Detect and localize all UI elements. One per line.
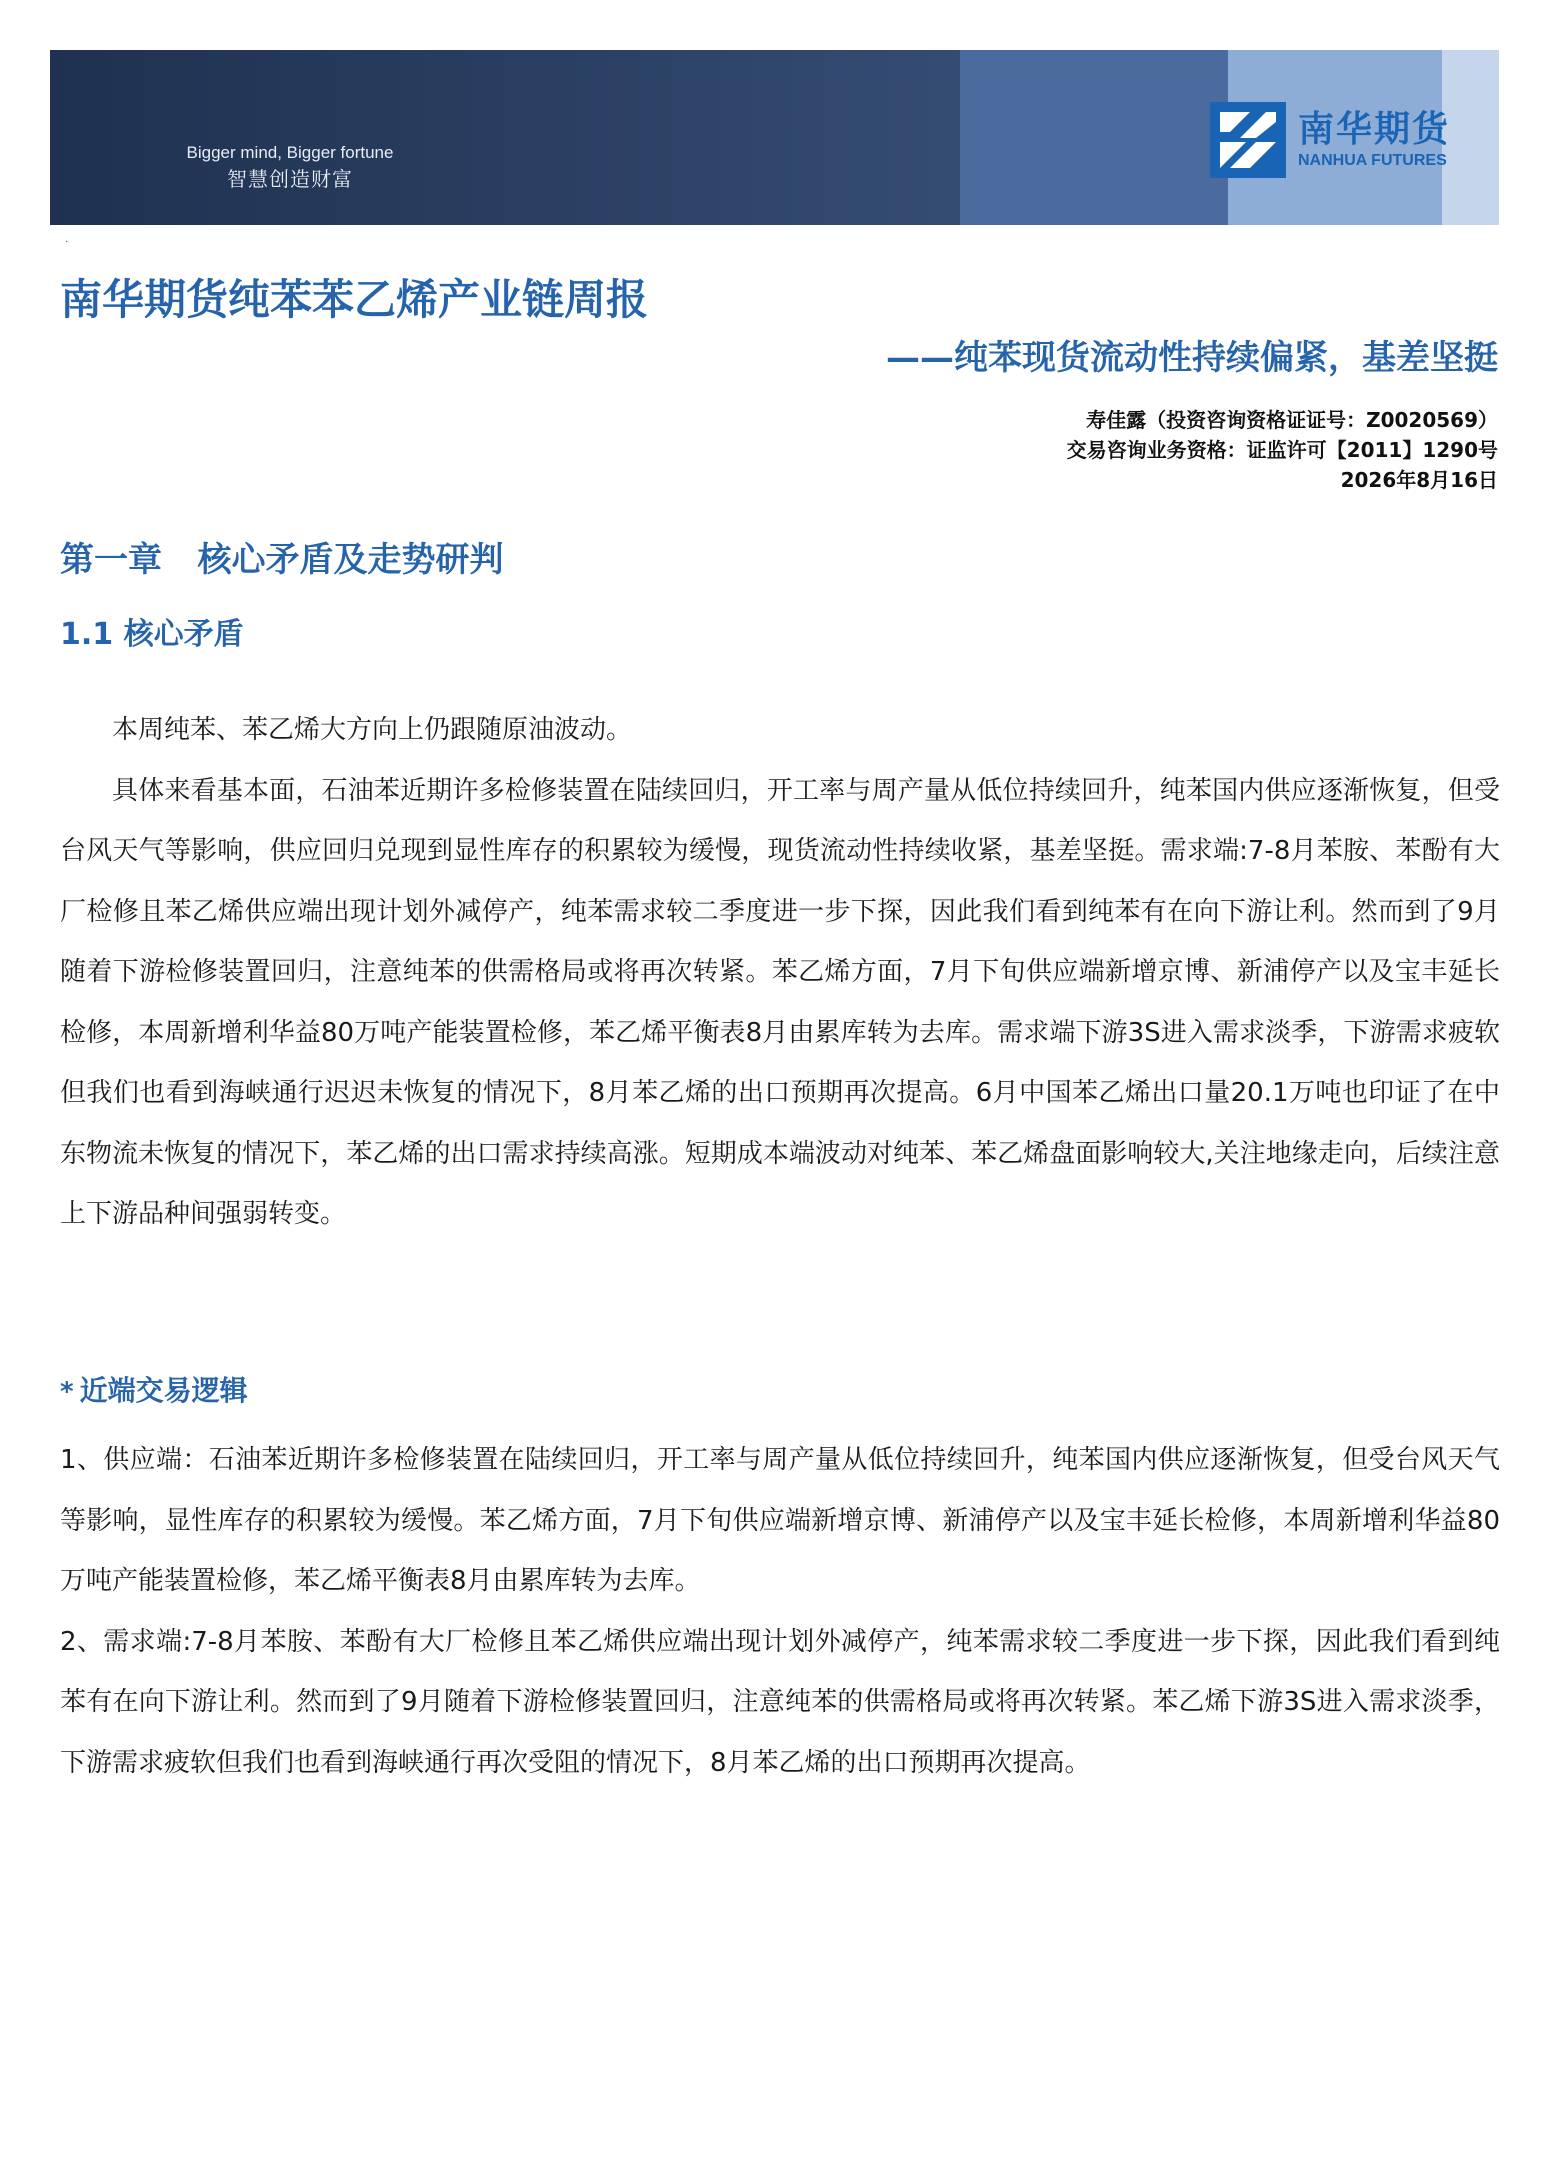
logo-name-english: NANHUA FUTURES: [1298, 152, 1447, 169]
date-line: 2026年8月16日: [1340, 468, 1498, 492]
slogan: [150, 142, 430, 194]
logic-list: [60, 1430, 1500, 1793]
logic-heading-label: 近端交易逻辑: [79, 1374, 248, 1407]
banner-stripe-pale: [1442, 50, 1499, 225]
report-title: 南华期货纯苯苯乙烯产业链周报: [60, 275, 649, 324]
logo-text: [1298, 109, 1450, 171]
star-icon: *: [60, 1377, 74, 1407]
section-heading: 1.1 核心矛盾: [60, 617, 244, 652]
core-body: [60, 700, 1500, 1245]
core-paragraph-intro: 本周纯苯、苯乙烯大方向上仍跟随原油波动。: [112, 715, 633, 745]
header-banner: [50, 50, 1499, 225]
slogan-english: Bigger mind, Bigger fortune: [186, 143, 394, 162]
dot-mark: ·: [65, 236, 69, 247]
banner-stripe-blue: [960, 50, 1228, 225]
nanhua-logo-icon: [1210, 102, 1286, 178]
logic-heading: [60, 1368, 248, 1415]
logic-item-demand: 2、需求端:7-8月苯胺、苯酚有大厂检修且苯乙烯供应端出现计划外减停产，纯苯需求较二季度进一步下探，因此我们看到纯苯有在向下游让利。然而到了9月随着下游检修装置回归，注意纯苯的供需格局或将再次转紧。苯乙烯下游3S进入需求淡季，下游需求疲软但我们也看到海峡通行再次受阻的情况下，8月苯乙烯的出口预期再次提高。: [60, 1626, 1500, 1778]
slogan-chinese: 智慧创造财富: [227, 167, 353, 191]
report-subtitle: ——纯苯现货流动性持续偏紧，基差坚挺: [886, 338, 1498, 378]
license-line: 交易咨询业务资格：证监许可【2011】1290号: [1066, 438, 1498, 462]
nanhua-logo: [1210, 100, 1450, 180]
core-paragraph-detail: 具体来看基本面，石油苯近期许多检修装置在陆续回归，开工率与周产量从低位持续回升，纯苯国内供应逐渐恢复，但受台风天气等影响，供应回归兑现到显性库存的积累较为缓慢，现货流动性持续收紧，基差坚挺。需求端:7-8月苯胺、苯酚有大厂检修且苯乙烯供应端出现计划外减停产，纯苯需求较二季度进一步下探，因此我们看到纯苯有在向下游让利。然而到了9月随着下游检修装置回归，注意纯苯的供需格局或将再次转紧。苯乙烯方面，7月下旬供应端新增京博、新浦停产以及宝丰延长检修，本周新增利华益80万吨产能装置检修，苯乙烯平衡表8月由累库转为去库。需求端下游3S进入需求淡季，下游需求疲软但我们也看到海峡通行迟迟未恢复的情况下，8月苯乙烯的出口预期再次提高。6月中国苯乙烯出口量20.1万吨也印证了在中东物流未恢复的情况下，苯乙烯的出口需求持续高涨。短期成本端波动对纯苯、苯乙烯盘面影响较大,关注地缘走向，后续注意上下游品种间强弱转变。: [60, 775, 1500, 1229]
chapter-heading: 第一章 核心矛盾及走势研判: [60, 540, 504, 580]
author-line: 寿佳露（投资咨询资格证证号：Z0020569）: [1086, 408, 1498, 432]
report-meta: [1067, 405, 1498, 495]
logic-item-supply: 1、供应端：石油苯近期许多检修装置在陆续回归，开工率与周产量从低位持续回升，纯苯国内供应逐渐恢复，但受台风天气等影响，显性库存的积累较为缓慢。苯乙烯方面，7月下旬供应端新增京博、新浦停产以及宝丰延长检修，本周新增利华益80万吨产能装置检修，苯乙烯平衡表8月由累库转为去库。: [60, 1445, 1500, 1596]
logo-name-chinese: 南华期货: [1298, 109, 1451, 150]
